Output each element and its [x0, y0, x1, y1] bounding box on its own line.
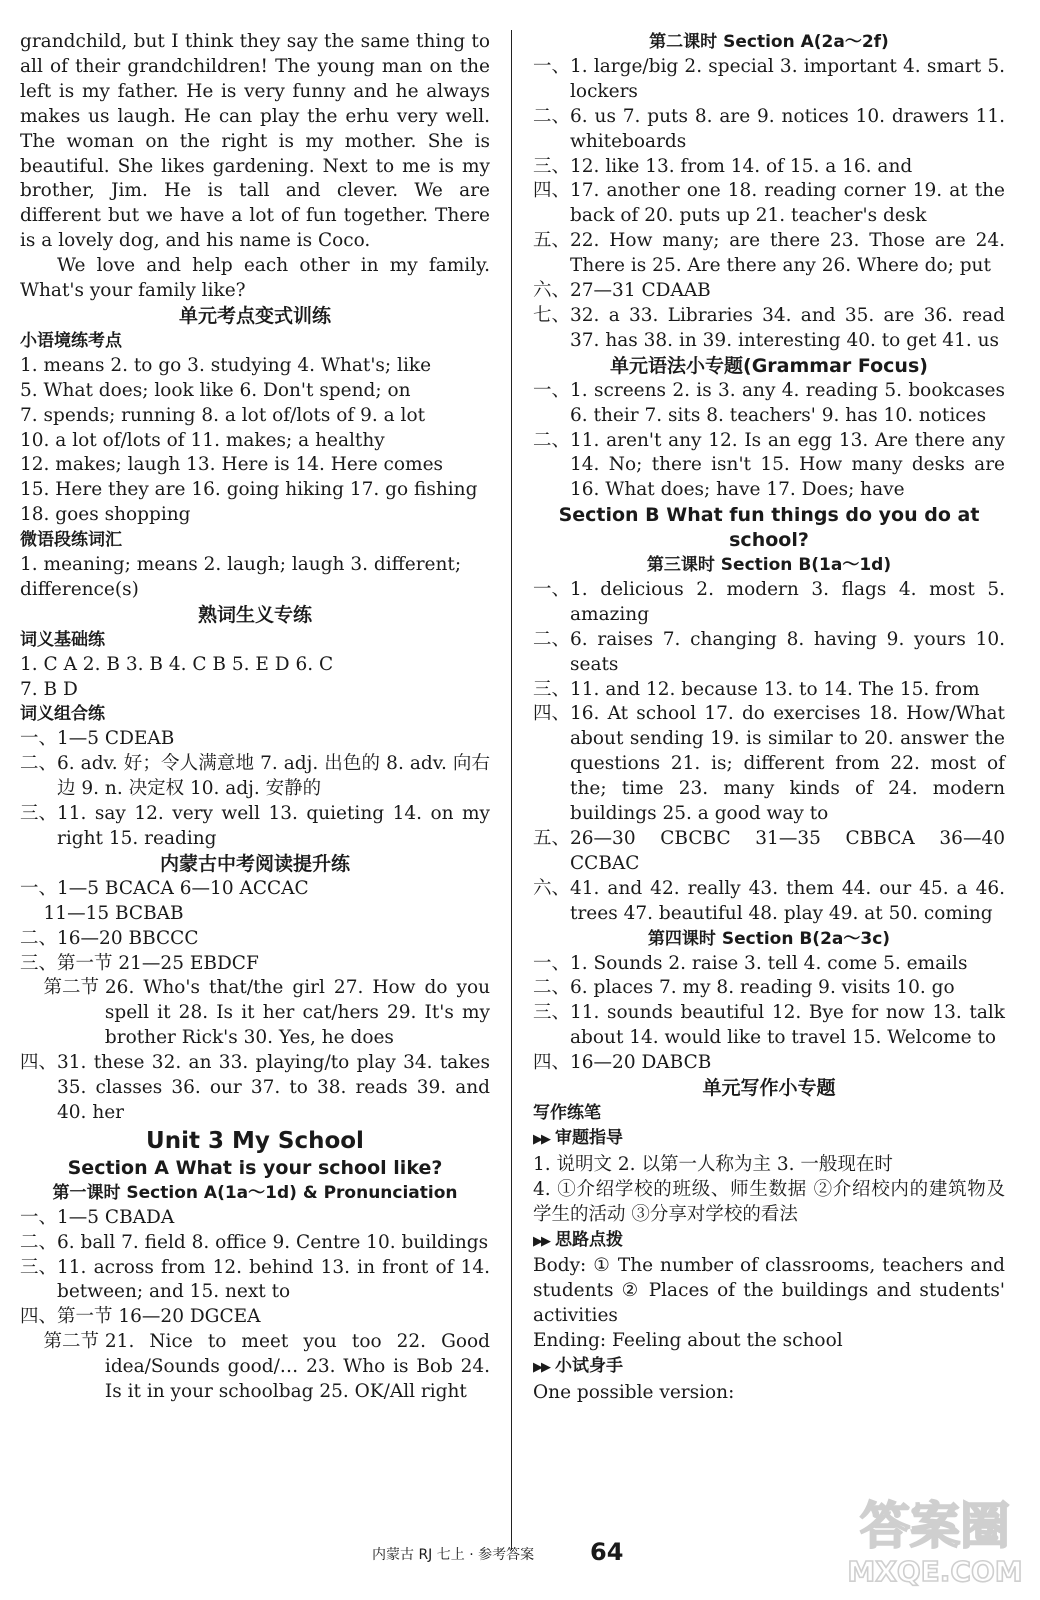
answer-line: 12. makes; laugh 13. Here is 14. Here comes	[20, 454, 444, 476]
arrow-heading-text: 审题指导	[555, 1127, 623, 1148]
answer-text: 1. large/big 2. special 3. important 4. smart 5. lockers	[570, 55, 1005, 102]
answer-line: 1. C A 2. B 3. B 4. C B 5. E D 6. C	[20, 653, 334, 675]
answer-line	[20, 752, 490, 802]
answer-line	[533, 827, 1005, 877]
answer-label: 四、	[533, 703, 571, 725]
arrow-heading	[533, 1228, 1005, 1255]
answer-text: 17. another one 18. reading corner 19. at the back of 20. puts up 21. teacher's desk	[570, 180, 1005, 227]
answer-text: 1—5 CDEAB	[57, 728, 175, 750]
answer-text: 16. At school 17. do exercises 18. How/What about sending 19. is similar to 20. answer the questions 21. is; different from 22. most of the; time 23. many kinds of 24. modern buildings 25. a good way to	[570, 703, 1005, 825]
answer-text: 1—5 BCACA 6—10 ACCAC	[57, 877, 309, 899]
answer-line	[20, 877, 490, 902]
answer-label	[20, 902, 44, 927]
paragraph: 4. ①介绍学校的班级、师生数据 ②介绍校内的建筑物及学生的活动 ③分享对学校的看法	[533, 1178, 1005, 1225]
answer-line	[533, 952, 1005, 977]
answer-label: 三、第一节	[20, 952, 119, 974]
answer-label: 三、	[533, 678, 571, 700]
answer-text: 6. raises 7. changing 8. having 9. yours 10. seats	[570, 628, 1005, 675]
section-heading: 内蒙古中考阅读提升练	[159, 852, 350, 875]
answer-label: 一、	[20, 728, 58, 750]
section-heading: 单元考点变式训练	[178, 304, 331, 327]
answer-label: 三、	[20, 1256, 58, 1278]
answer-line	[20, 927, 490, 952]
answer-line	[533, 279, 1005, 304]
answer-line: Ending: Feeling about the school	[533, 1330, 843, 1352]
answer-text: 11. sounds beautiful 12. Bye for now 13. talk about 14. would like to travel 15. Welcome to	[570, 1002, 1005, 1049]
answer-line	[533, 304, 1005, 354]
answer-line: One possible version:	[533, 1381, 735, 1403]
answer-text: 32. a 33. Libraries 34. and 35. are 36. read 37. has 38. in 39. interesting 40. to get 41. us	[570, 304, 1005, 351]
lesson-title: 第二课时 Section A(2a～2f)	[649, 32, 889, 52]
section-heading: 熟词生义专练	[197, 603, 312, 626]
answer-label: 三、	[533, 155, 571, 177]
answer-label: 四、	[533, 1052, 571, 1074]
answer-line	[533, 578, 1005, 628]
answer-label: 二、	[533, 977, 571, 999]
arrow-heading-text: 思路点拨	[555, 1229, 623, 1250]
answer-text: 31. these 32. an 33. playing/to play 34. takes 35. classes 36. our 37. to 38. reads 39. and 40. her	[57, 1052, 490, 1123]
answer-line	[20, 902, 490, 927]
answer-line	[533, 628, 1005, 678]
section-title: Section B What fun things do you do at school?	[558, 504, 980, 552]
sub-heading: 词义组合练	[20, 704, 105, 725]
answer-label: 一、	[533, 55, 571, 77]
sub-heading: 微语段练词汇	[20, 530, 122, 551]
answer-label: 四、	[20, 1052, 58, 1074]
answer-line	[533, 179, 1005, 229]
answer-text: 16—20 DGCEA	[118, 1306, 261, 1328]
answer-line	[20, 1330, 490, 1405]
answer-line	[20, 727, 490, 752]
sub-heading: 写作练笔	[533, 1102, 601, 1123]
arrow-heading-text: 小试身手	[555, 1356, 623, 1377]
answer-line	[533, 1001, 1005, 1051]
answer-line: 7. B D	[20, 678, 78, 700]
answer-label: 六、	[533, 877, 571, 899]
answer-label: 一、	[20, 1206, 58, 1228]
answer-text: 21—25 EBDCF	[118, 952, 259, 974]
answer-label: 二、	[533, 628, 571, 650]
right-column	[533, 30, 1005, 1406]
lesson-title: 第四课时 Section B(2a～3c)	[647, 928, 891, 949]
answer-text: 16—20 DABCB	[570, 1052, 712, 1074]
answer-line: 5. What does; look like 6. Don't spend; on	[20, 379, 411, 401]
answer-label: 五、	[533, 230, 571, 252]
double-arrow-icon: ▶▶	[533, 1131, 549, 1147]
double-arrow-icon: ▶▶	[533, 1233, 549, 1249]
answer-label: 二、	[533, 105, 571, 127]
sub-heading: 小语境练考点	[20, 330, 122, 351]
answer-label: 第二节	[20, 1331, 105, 1353]
answer-label: 二、	[20, 927, 58, 949]
unit-title: Unit 3 My School	[146, 1127, 364, 1154]
section-title: Section A What is your school like?	[67, 1156, 443, 1179]
answer-label: 一、	[533, 578, 571, 600]
answer-line	[20, 1305, 490, 1330]
answer-line: 15. Here they are 16. going hiking 17. go fishing	[20, 479, 478, 501]
answer-line	[533, 678, 1005, 703]
answer-line	[533, 429, 1005, 504]
paragraph: Body: ① The number of classrooms, teachers and students ② Places of the buildings and students' activities	[533, 1255, 1005, 1327]
watermark-en: MXQE.COM	[847, 1555, 1023, 1588]
answer-line	[533, 155, 1005, 180]
answer-line: 1. 说明文 2. 以第一人称为主 3. 一般现在时	[533, 1153, 893, 1175]
answer-label: 六、	[533, 280, 571, 302]
answer-text: 16—20 BBCCC	[57, 927, 199, 949]
answer-line	[20, 1256, 490, 1306]
answer-text: 41. and 42. really 43. them 44. our 45. a 46. trees 47. beautiful 48. play 49. at 50. coming	[570, 877, 1005, 924]
answer-label: 一、	[533, 952, 571, 974]
arrow-heading	[533, 1354, 1005, 1381]
column-divider	[511, 30, 512, 1550]
answer-label: 二、	[533, 429, 571, 451]
answer-label: 三、	[533, 1002, 571, 1024]
answer-line	[20, 1206, 490, 1231]
answer-label: 一、	[533, 379, 571, 401]
answer-line	[20, 976, 490, 1051]
answer-line: 1. meaning; means 2. laugh; laugh 3. different;	[20, 554, 462, 576]
sub-heading: 词义基础练	[20, 629, 105, 650]
answer-line: 18. goes shopping	[20, 504, 191, 526]
answer-line	[20, 802, 490, 852]
arrow-heading	[533, 1126, 1005, 1153]
answer-line	[533, 976, 1005, 1001]
answer-line	[20, 952, 490, 977]
lesson-title: 第一课时 Section A(1a～1d) & Pronunciation	[52, 1182, 458, 1203]
section-heading: 单元语法小专题(Grammar Focus)	[610, 354, 928, 377]
left-column	[20, 30, 490, 1405]
answer-line	[533, 702, 1005, 827]
answer-text: 6. adv. 好；令人满意地 7. adj. 出色的 8. adv. 向右边 9. n. 决定权 10. adj. 安静的	[57, 753, 490, 800]
answer-text: 11. and 12. because 13. to 14. The 15. from	[570, 678, 980, 700]
answer-line: 7. spends; running 8. a lot of/lots of 9. a lot	[20, 404, 426, 426]
answer-label: 七、	[533, 304, 571, 326]
answer-line	[533, 105, 1005, 155]
answer-line	[533, 55, 1005, 105]
answer-line	[533, 229, 1005, 279]
double-arrow-icon: ▶▶	[533, 1360, 549, 1376]
paragraph: grandchild, but I think they say the same thing to all of their grandchildren! The young man on the left is my father. He is very funny and he always makes us laugh. He can play the erhu very well. The woman on the right is my mother. She is beautiful. She likes gardening. Next to me is my brother, Jim. He is tall and clever. We are different but we have a lot of fun together. There is a lovely dog, and his name is Coco.	[20, 31, 490, 252]
answer-text: 6. places 7. my 8. reading 9. visits 10. go	[570, 977, 955, 999]
answer-text: 27—31 CDAAB	[570, 280, 711, 302]
answer-text: 11—15 BCBAB	[43, 902, 184, 924]
answer-line: difference(s)	[20, 578, 139, 600]
answer-text: 1. delicious 2. modern 3. flags 4. most 5. amazing	[570, 578, 1005, 625]
answer-text: 11. aren't any 12. Is an egg 13. Are there any 14. No; there isn't 15. How many desks are 16. What does; have 17. Does; have	[570, 429, 1005, 501]
page-footer-label: 内蒙古 RJ 七上 · 参考答案	[372, 1547, 535, 1563]
answer-text: 11. say 12. very well 13. quieting 14. on my right 15. reading	[57, 803, 490, 849]
lesson-title: 第三课时 Section B(1a～1d)	[646, 555, 892, 576]
answer-label: 第二节	[20, 977, 105, 999]
answer-text: 26. Who's that/the girl 27. How do you spell it 28. Is it her cat/hers 29. It's my brother Rick's 30. Yes, he does	[104, 977, 490, 1049]
answer-line	[533, 1051, 1005, 1076]
answer-line	[533, 877, 1005, 927]
page-number: 64	[590, 1538, 624, 1566]
answer-text: 6. us 7. puts 8. are 9. notices 10. drawers 11. whiteboards	[570, 105, 1005, 152]
answer-label: 二、	[20, 753, 58, 775]
answer-label: 一、	[20, 877, 58, 899]
answer-text: 1—5 CBADA	[57, 1206, 175, 1228]
answer-text: 22. How many; are there 23. Those are 24. There is 25. Are there any 26. Where do; put	[570, 230, 1005, 277]
answer-line	[20, 1231, 490, 1256]
paragraph: We love and help each other in my family. What's your family like?	[20, 255, 490, 302]
answer-text: 1. Sounds 2. raise 3. tell 4. come 5. emails	[570, 952, 968, 974]
section-heading: 单元写作小专题	[702, 1077, 836, 1100]
answer-label: 四、第一节	[20, 1306, 119, 1328]
answer-text: 26—30 CBCBC 31—35 CBBCA 36—40 CCBAC	[570, 828, 1005, 874]
answer-label: 四、	[533, 180, 571, 202]
answer-text: 21. Nice to meet you too 22. Good idea/Sounds good/… 23. Who is Bob 24. Is it in your schoolbag 25. OK/All right	[104, 1331, 490, 1403]
answer-text: 12. like 13. from 14. of 15. a 16. and	[570, 155, 913, 177]
answer-label: 五、	[533, 828, 571, 849]
answer-text: 1. screens 2. is 3. any 4. reading 5. bookcases 6. their 7. sits 8. teachers' 9. has 10. notices	[570, 379, 1005, 426]
answer-label: 二、	[20, 1231, 58, 1253]
answer-line	[533, 379, 1005, 429]
answer-line: 1. means 2. to go 3. studying 4. What's; like	[20, 354, 432, 376]
answer-label: 三、	[20, 803, 58, 825]
watermark-cn: 答案圈	[860, 1497, 1010, 1555]
answer-line	[20, 1051, 490, 1126]
answer-text: 6. ball 7. field 8. office 9. Centre 10. buildings	[57, 1231, 489, 1253]
answer-line: 10. a lot of/lots of 11. makes; a healthy	[20, 429, 385, 451]
watermark-logo	[840, 1485, 1030, 1590]
answer-text: 11. across from 12. behind 13. in front of 14. between; and 15. next to	[57, 1256, 490, 1303]
